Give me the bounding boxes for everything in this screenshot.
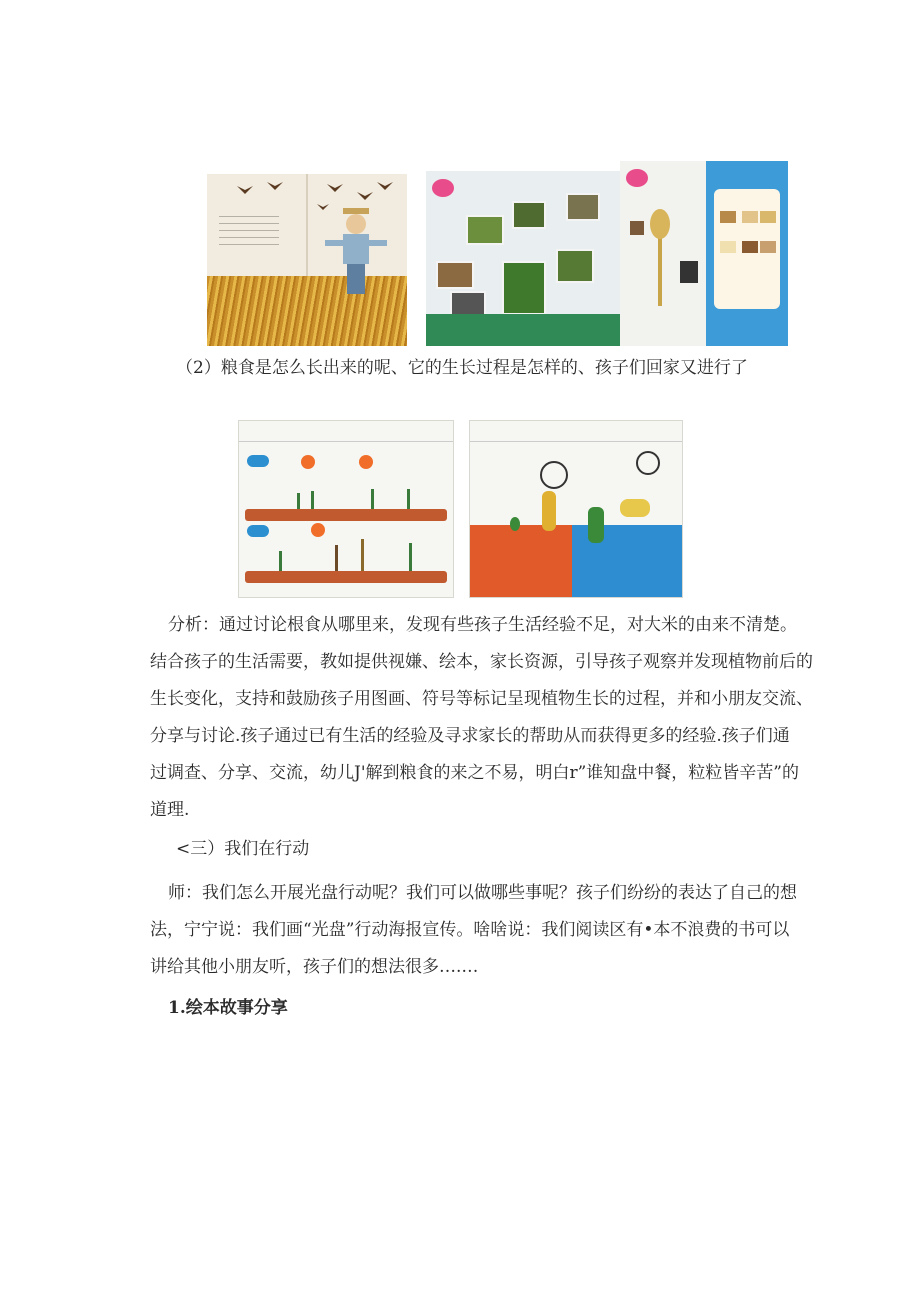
- caption-growth-process: （2）粮食是怎么长出来的呢、它的生长过程是怎样的、孩子们回家又进行了: [176, 358, 748, 378]
- analysis-line: 分享与讨论.孩子通过已有生活的经验及寻求家长的帮助从而获得更多的经验.孩子们通: [150, 726, 790, 746]
- analysis-line: 分析：通过讨论根食从哪里来，发现有些孩子生活经验不足，对大米的由来不清楚。: [168, 615, 797, 635]
- photo-book-rice-chart: [620, 161, 788, 346]
- subheading-picture-book-sharing: 1.绘本故事分享: [168, 998, 288, 1018]
- photo-picture-book-scarecrow: [207, 174, 407, 346]
- section-heading-we-act: <三）我们在行动: [176, 839, 310, 859]
- teacher-line: 师：我们怎么开展光盘行动呢？我们可以做哪些事呢？孩子们纷纷的表达了自己的想: [168, 883, 797, 903]
- analysis-line: 过调查、分享、交流，幼儿J'解到粮食的来之不易，明白r”谁知盘中餐，粒粒皆辛苦”的: [150, 763, 799, 783]
- photo-science-book-plants: [426, 171, 620, 346]
- child-drawing-plant-growth-1: [238, 420, 454, 598]
- analysis-line: 生长变化，支持和鼓励孩子用图画、符号等标记呈现植物生长的过程，并和小朋友交流、: [150, 689, 813, 709]
- teacher-line: 法，宁宁说：我们画“光盘”行动海报宣传。啥啥说：我们阅读区有•本不浪费的书可以: [150, 920, 790, 940]
- analysis-paragraph: [150, 607, 813, 829]
- analysis-line: 结合孩子的生活需要，教如提供视嫌、绘本，家长资源，引导孩子观察并发现植物前后的: [150, 652, 813, 672]
- teacher-paragraph: [150, 875, 797, 986]
- analysis-line: 道理.: [150, 800, 190, 820]
- child-drawing-plant-growth-2: [469, 420, 683, 598]
- teacher-line: 讲给其他小朋友听，孩子们的想法很多….…: [150, 957, 479, 977]
